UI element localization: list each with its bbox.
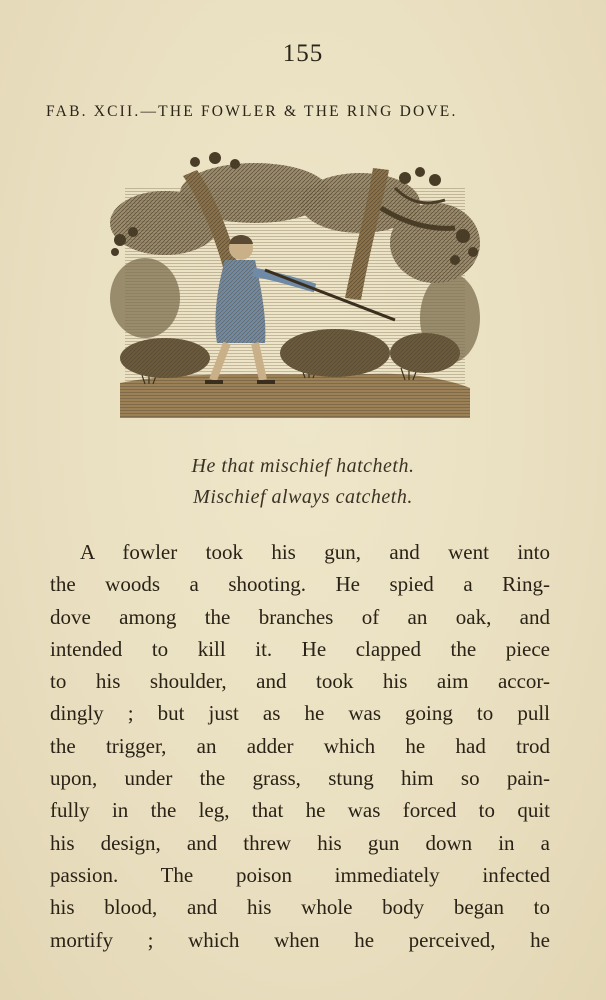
body-line: the trigger, an adder which he had trod xyxy=(50,733,550,758)
body-line: dove among the branches of an oak, and xyxy=(50,604,550,629)
body-line: upon, under the grass, stung him so pain- xyxy=(50,766,550,791)
body-line: intended to kill it. He clapped the piece xyxy=(50,636,550,661)
body-line: his design, and threw his gun down in a xyxy=(50,830,550,855)
body-line: to his shoulder, and took his aim accor- xyxy=(50,669,550,694)
fable-body xyxy=(50,536,550,956)
body-line: fully in the leg, that he was forced to quit xyxy=(50,798,550,823)
body-line: the woods a shooting. He spied a Ring- xyxy=(50,572,550,597)
body-line: passion. The poison immediately infected xyxy=(50,862,550,887)
body-line: A fowler took his gun, and went into xyxy=(80,540,550,564)
body-line: dingly ; but just as he was going to pull xyxy=(50,701,550,726)
page-number: 155 xyxy=(282,40,324,67)
body-line: his blood, and his whole body began to xyxy=(50,895,550,920)
running-head: FAB. XCII.—THE FOWLER & THE RING DOVE. xyxy=(46,103,458,120)
body-line: mortify ; which when he perceived, he xyxy=(50,927,550,952)
woodcut-illustration xyxy=(105,148,485,430)
caption-line-1: He that mischief hatcheth. xyxy=(191,455,415,477)
caption-line-2: Mischief always catcheth. xyxy=(193,486,413,508)
